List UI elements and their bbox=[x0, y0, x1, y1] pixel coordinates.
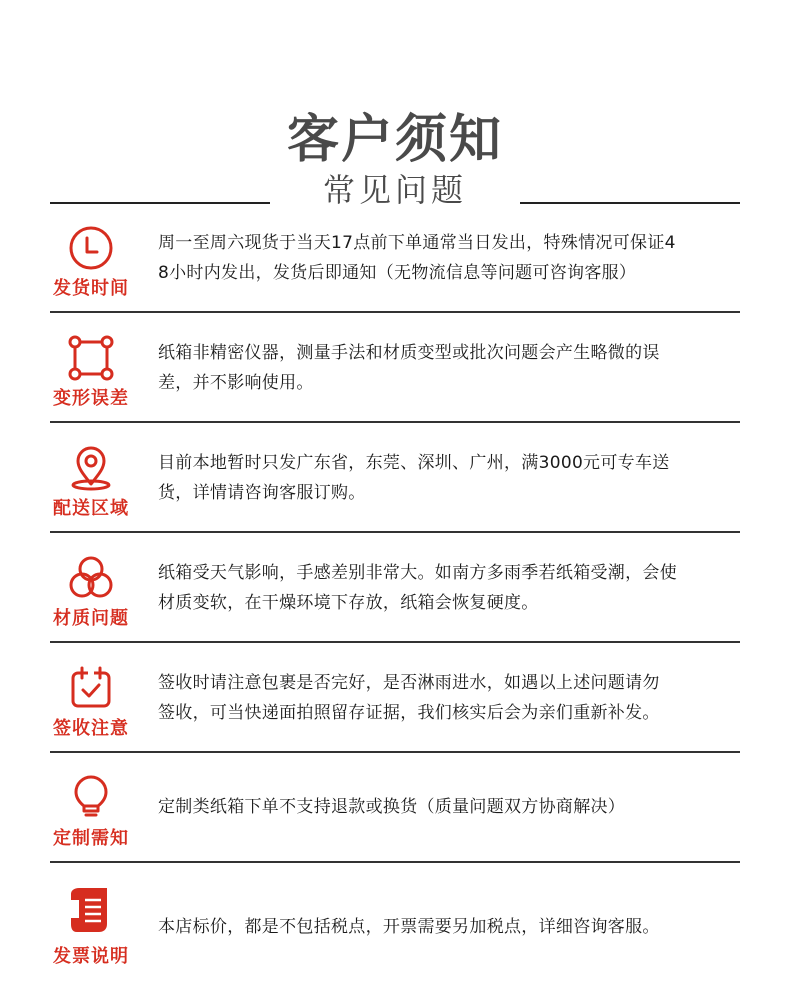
subtitle-row bbox=[50, 168, 740, 212]
section-subtitle: 常见问题 bbox=[322, 171, 467, 209]
calendar-check-icon bbox=[67, 664, 115, 712]
lightbulb-icon bbox=[67, 774, 115, 822]
clock-icon bbox=[67, 224, 115, 272]
divider bbox=[50, 421, 740, 423]
material-circles-icon bbox=[67, 554, 115, 602]
item-text-line: 签收时请注意包裹是否完好，是否淋雨进水，如遇以上述问题请勿 bbox=[158, 673, 660, 693]
item-text-line: 本店标价，都是不包括税点，开票需要另加税点，详细咨询客服。 bbox=[158, 917, 660, 937]
divider bbox=[50, 531, 740, 533]
divider bbox=[520, 202, 740, 204]
location-pin-icon bbox=[67, 444, 115, 492]
item-label: 变形误差 bbox=[53, 388, 129, 409]
item-text-line: 目前本地暂时只发广东省，东莞、深圳、广州，满3000元可专车送 bbox=[158, 453, 670, 473]
item-label: 签收注意 bbox=[53, 718, 129, 739]
item-label: 定制需知 bbox=[53, 828, 129, 849]
item-text-line: 货，详情请咨询客服订购。 bbox=[158, 483, 366, 503]
item-text-line: 签收，可当快递面拍照留存证据，我们核实后会为亲们重新补发。 bbox=[158, 703, 660, 723]
item-label: 配送区域 bbox=[53, 498, 129, 519]
receipt-icon bbox=[67, 884, 115, 936]
divider bbox=[50, 641, 740, 643]
page-title: 客户须知 bbox=[286, 110, 503, 170]
divider bbox=[50, 861, 740, 863]
deformation-icon bbox=[67, 334, 115, 382]
item-label: 发货时间 bbox=[53, 278, 129, 299]
item-text-line: 差，并不影响使用。 bbox=[158, 373, 314, 393]
item-text-line: 8小时内发出，发货后即通知（无物流信息等问题可咨询客服） bbox=[158, 263, 637, 283]
item-text-line: 定制类纸箱下单不支持退款或换货（质量问题双方协商解决） bbox=[158, 797, 626, 817]
item-label: 发票说明 bbox=[53, 946, 129, 967]
item-text-line: 材质变软，在干燥环境下存放，纸箱会恢复硬度。 bbox=[158, 593, 539, 613]
item-text-line: 周一至周六现货于当天17点前下单通常当日发出，特殊情况可保证4 bbox=[158, 233, 676, 253]
divider bbox=[50, 751, 740, 753]
item-label: 材质问题 bbox=[53, 608, 129, 629]
item-text-line: 纸箱非精密仪器，测量手法和材质变型或批次问题会产生略微的误 bbox=[158, 343, 660, 363]
item-text-line: 纸箱受天气影响，手感差别非常大。如南方多雨季若纸箱受潮，会使 bbox=[158, 563, 677, 583]
divider bbox=[50, 311, 740, 313]
